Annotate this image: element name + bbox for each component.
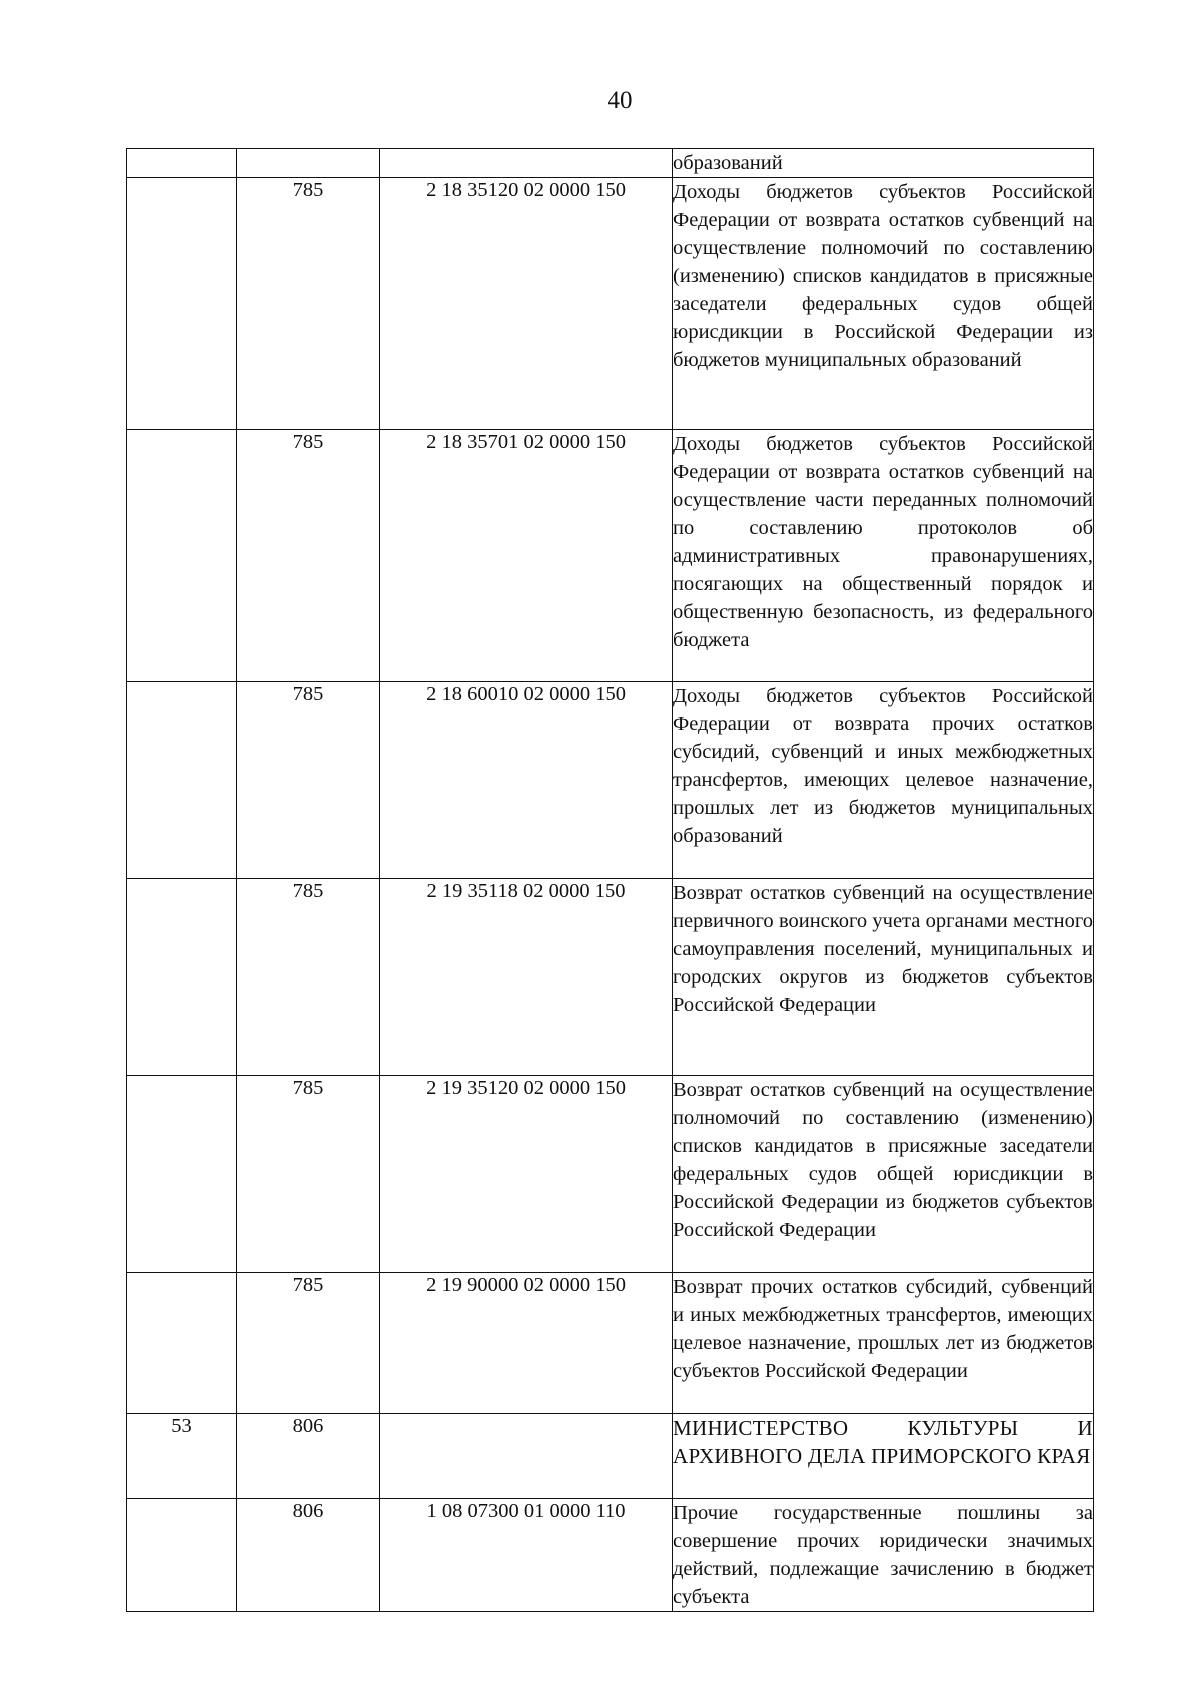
table-row (127, 1076, 1094, 1273)
ministry-heading: МИНИСТЕРСТВО КУЛЬТУРЫ И АРХИВНОГО ДЕЛА ПРИМОРСКОГО КРАЯ (673, 1416, 1093, 1468)
administrator-code-cell: 806 (237, 1499, 380, 1612)
revenue-code-cell: 2 18 35701 02 0000 150 (380, 430, 673, 682)
administrator-code-cell (237, 149, 380, 178)
row-number-cell (127, 1076, 237, 1273)
revenue-code-cell (380, 1414, 673, 1499)
table-row (127, 149, 1094, 178)
revenue-code-cell: 2 18 60010 02 0000 150 (380, 682, 673, 879)
row-number-cell (127, 149, 237, 178)
description-cell (673, 1414, 1094, 1499)
table-row (127, 1499, 1094, 1612)
administrator-code-cell: 785 (237, 1076, 380, 1273)
row-number-cell (127, 430, 237, 682)
administrator-code-cell: 785 (237, 682, 380, 879)
description-cell (673, 430, 1094, 682)
table-row (127, 178, 1094, 430)
description-cell (673, 879, 1094, 1076)
table-row (127, 682, 1094, 879)
description-text: Доходы бюджетов субъектов Российской Федерации от возврата остатков субвенций на осуществление части переданных полномочий по составлению протоколов об административных правонарушениях, посягающих на общественный порядок и общественную безопасность, из федерального бюджета (673, 433, 1093, 651)
row-number-cell (127, 1273, 237, 1414)
table-row (127, 430, 1094, 682)
description-cell (673, 149, 1094, 178)
revenue-code-cell: 2 18 35120 02 0000 150 (380, 178, 673, 430)
administrator-code-cell: 785 (237, 1273, 380, 1414)
description-cell (673, 1076, 1094, 1273)
description-text: Возврат прочих остатков субсидий, субвенций и иных межбюджетных трансфертов, имеющих целевое назначение, прошлых лет из бюджетов субъектов Российской Федерации (673, 1276, 1093, 1382)
revenue-code-cell: 2 19 35118 02 0000 150 (380, 879, 673, 1076)
revenue-code-cell: 1 08 07300 01 0000 110 (380, 1499, 673, 1612)
row-number-cell: 53 (127, 1414, 237, 1499)
administrator-code-cell: 785 (237, 178, 380, 430)
description-cell (673, 682, 1094, 879)
description-text: Возврат остатков субвенций на осуществление полномочий по составлению (изменению) списков кандидатов в присяжные заседатели федеральных судов общей юрисдикции в Российской Федерации из бюджетов субъектов Российской Федерации (673, 1079, 1093, 1241)
description-cell (673, 1273, 1094, 1414)
description-text: Возврат остатков субвенций на осуществление первичного воинского учета органами местного самоуправления поселений, муниципальных и городских округов из бюджетов субъектов Российской Федерации (673, 882, 1093, 1016)
revenue-code-cell (380, 149, 673, 178)
row-number-cell (127, 879, 237, 1076)
description-text: образований (673, 152, 783, 174)
row-number-cell (127, 682, 237, 879)
description-cell (673, 1499, 1094, 1612)
description-text: Прочие государственные пошлины за совершение прочих юридически значимых действий, подлежащие зачислению в бюджет субъекта (673, 1502, 1093, 1608)
description-text: Доходы бюджетов субъектов Российской Федерации от возврата прочих остатков субсидий, субвенций и иных межбюджетных трансфертов, имеющих целевое назначение, прошлых лет из бюджетов муниципальных образований (673, 685, 1093, 847)
administrator-code-cell: 806 (237, 1414, 380, 1499)
table-row (127, 879, 1094, 1076)
page-number: 40 (607, 87, 633, 114)
revenue-code-cell: 2 19 90000 02 0000 150 (380, 1273, 673, 1414)
revenue-classification-table (126, 148, 1094, 1612)
administrator-code-cell: 785 (237, 430, 380, 682)
table-row (127, 1414, 1094, 1499)
description-cell (673, 178, 1094, 430)
description-text: Доходы бюджетов субъектов Российской Федерации от возврата остатков субвенций на осуществление полномочий по составлению (изменению) списков кандидатов в присяжные заседатели федеральных судов общей юрисдикции в Российской Федерации из бюджетов муниципальных образований (673, 181, 1093, 371)
row-number-cell (127, 178, 237, 430)
table-row (127, 1273, 1094, 1414)
row-number-cell (127, 1499, 237, 1612)
administrator-code-cell: 785 (237, 879, 380, 1076)
revenue-code-cell: 2 19 35120 02 0000 150 (380, 1076, 673, 1273)
